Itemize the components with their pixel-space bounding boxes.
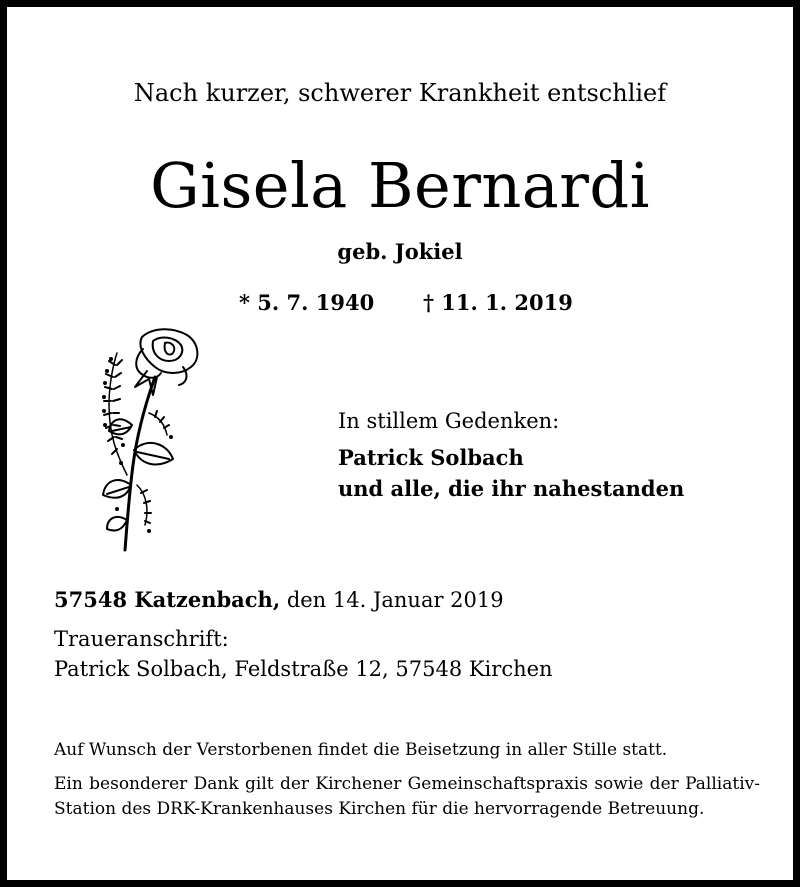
death-date: † 11. 1. 2019 (423, 290, 573, 315)
deceased-name: Gisela Bernardi (150, 149, 650, 222)
place: 57548 Katzenbach, (54, 587, 281, 612)
place-date-line (54, 587, 504, 612)
thanks-note: Ein besonderer Dank gilt der Kirchener Gemeinschaftspraxis sowie der Palliativ-Station des DRK-Krankenhauses Kirchen für die hervorragende Betreuung. (54, 774, 760, 819)
address-label: Traueranschrift: (54, 627, 229, 651)
rose-icon (87, 325, 207, 555)
mourner-name: Patrick Solbach (338, 445, 524, 470)
mourner-others: und alle, die ihr nahestanden (338, 476, 685, 501)
burial-note: Auf Wunsch der Verstorbenen findet die Beisetzung in aller Stille statt. (54, 740, 668, 760)
date-text: den 14. Januar 2019 (280, 588, 504, 612)
maiden-name: geb. Jokiel (337, 239, 463, 264)
intro-text: Nach kurzer, schwerer Krankheit entschlief (133, 79, 667, 107)
memory-intro: In stillem Gedenken: (338, 409, 560, 433)
mourning-address: Patrick Solbach, Feldstraße 12, 57548 Kirchen (54, 657, 553, 681)
birth-date: * 5. 7. 1940 (239, 290, 375, 315)
